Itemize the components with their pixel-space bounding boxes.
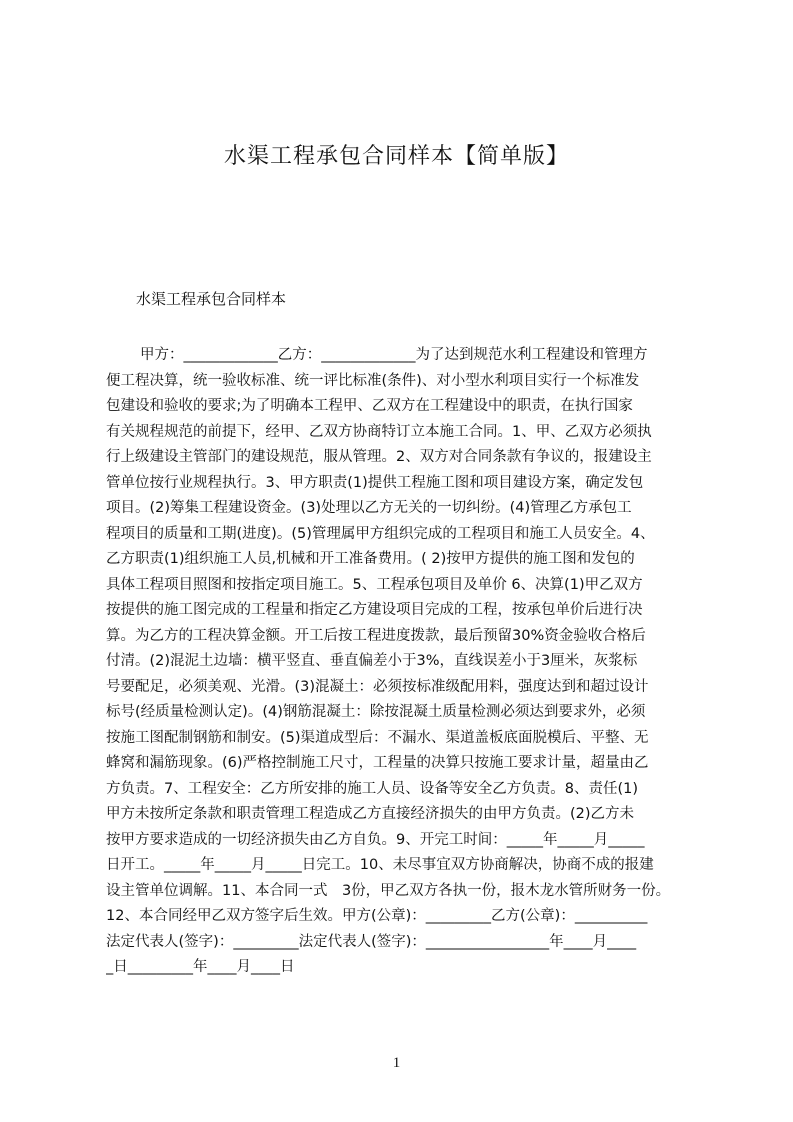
body-line: 程项目的质量和工期(进度)。(5)管理属甲方组织完成的工程项目和施工人员安全。4、 [106,525,655,542]
body-line: 法定代表人(签字)：_________法定代表人(签字)：_________________年____月____ [106,933,637,950]
body-line: 按施工图配制钢筋和制安。(5)渠道成型后：不漏水、渠道盖板底面脱模后、平整、无 [106,729,649,746]
body-line: 标号(经质量检测认定)。(4)钢筋混凝土：除按混凝土质量检测必须达到要求外，必须 [106,704,646,720]
document-title: 水渠工程承包合同样本【简单版】 [223,144,569,169]
body-line: 项目。(2)筹集工程建设资金。(3)处理以乙方无关的一切纠纷。(4)管理乙方承包工 [106,500,632,516]
body-line: 甲方未按所定条款和职责管理工程造成乙方直接经济损失的由甲方负责。(2)乙方未 [106,806,635,822]
body-line: 乙方职责(1)组织施工人员,机械和开工准备费用。( 2)按甲方提供的施工图和发包的 [106,551,635,567]
body-line: 管单位按行业规程执行。3、甲方职责(1)提供工程施工图和项目建设方案，确定发包 [106,474,644,491]
body-line: 按提供的施工图完成的工程量和指定乙方建设项目完成的工程，按承包单价后进行决 [106,602,643,618]
body-line: 方负责。7、工程安全：乙方所安排的施工人员、设备等安全乙方负责。8、责任(1) [106,780,638,797]
body-line: 日开工。_____年_____月_____日完工。10、未尽事宜双方协商解决，协商不成的报建 [106,857,654,873]
body-line: 有关规程规范的前提下，经甲、乙双方协商特订立本施工合同。1、甲、乙双方必须执 [106,423,652,440]
body-line: 算。为乙方的工程决算金额。开工后按工程进度拨款，最后预留30%资金验收合格后 [106,627,646,644]
page-number: 1 [392,1055,401,1071]
body-line: 甲方：_____________乙方：_____________为了达到规范水利工程建设和管理方 [140,347,648,363]
body-line: 具体工程项目照图和按指定项目施工。5、工程承包项目及单价 6、决算(1)甲乙双方 [106,576,643,593]
document-subtitle: 水渠工程承包合同样本 [136,290,287,308]
body-line: 蜂窝和漏筋现象。(6)严格控制施工尺寸，工程量的决算只按施工要求计量，超量由乙 [106,755,649,771]
body-line: 12、本合同经甲乙双方签字后生效。甲方(公章)：_________乙方(公章)：__________ [106,908,648,924]
body-line: 号要配足，必须美观、光滑。(3)混凝土：必须按标准级配用料，强度达到和超过设计 [106,678,649,695]
body-line: 设主管单位调解。11、本合同一式 3份，甲乙双方各执一份，报木龙水管所财务一份。 [106,882,671,899]
body-line: 包建设和验收的要求;为了明确本工程甲、乙双方在工程建设中的职责，在执行国家 [106,398,633,414]
body-line: 便工程决算，统一验收标准、统一评比标准(条件)、对小型水利项目实行一个标准发 [106,372,640,389]
body-line: 付清。(2)混泥土边墙：横平竖直、垂直偏差小于3%，直线误差小于3厘米，灰浆标 [106,653,638,669]
body-line: _日_________年____月____日 [106,959,295,975]
body-line: 行上级建设主管部门的建设规范，服从管理。2、双方对合同条款有争议的，报建设主 [106,449,652,465]
body-line: 按甲方要求造成的一切经济损失由乙方自负。9、开完工时间：_____年_____月_____ [106,831,645,848]
contract-body [106,343,697,981]
